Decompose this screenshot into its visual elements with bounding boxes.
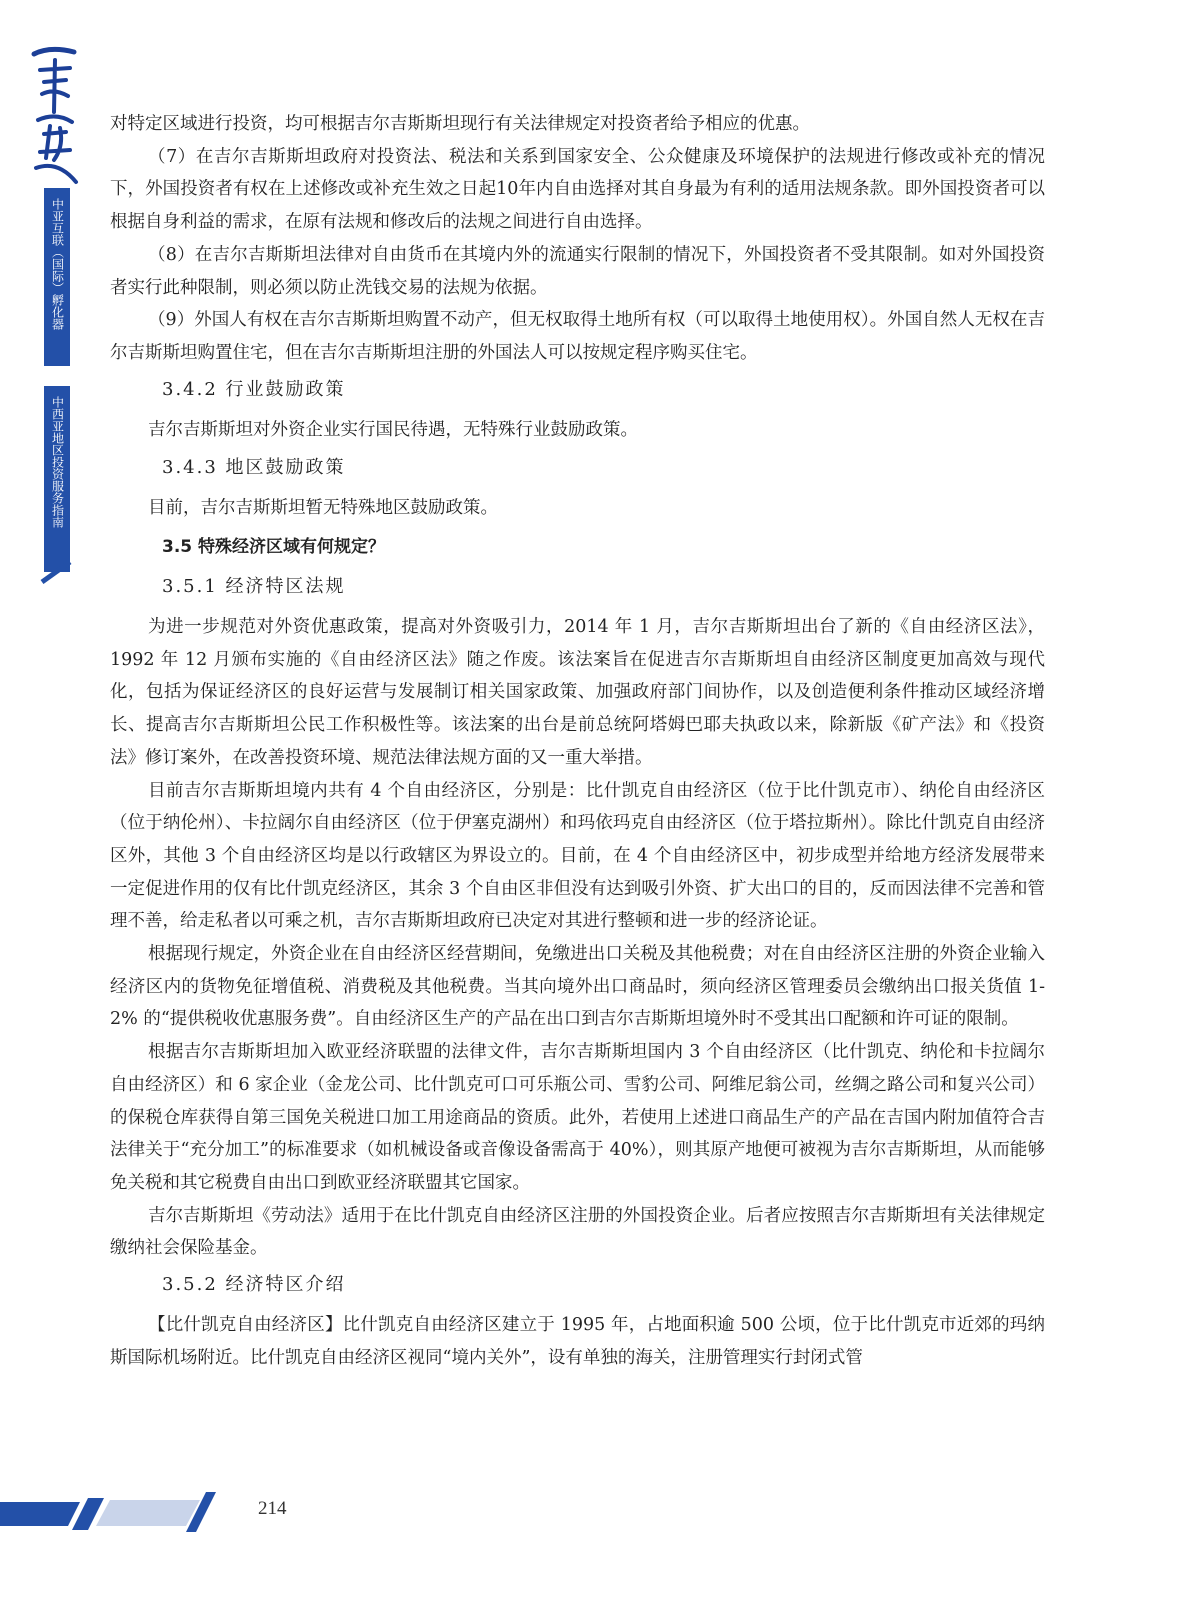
heading-3-5-1: 3.5.1 经济特区法规 xyxy=(162,576,346,598)
main-content xyxy=(110,108,1045,1375)
paragraph-four-fez: 目前吉尔吉斯斯坦境内共有 4 个自由经济区，分别是：比什凯克自由经济区（位于比什凯克市）、纳伦自由经济区（位于纳伦州）、卡拉阔尔自由经济区（位于伊塞克湖州）和玛依玛克自由经济区（位于塔拉斯州）。除比什凯克自由经济区外，其他 3 个自由经济区均是以行政辖区为界设立的。目前，在 4 个自由经济区中，初步成型并给地方经济发展带来一定促进作用的仅有比什凯克经济区，其余 3 个自由区非但没有达到吸引外资、扩大出口的目的，反而因法律不完善和管理不善，给走私者以可乘之机，吉尔吉斯斯坦政府已决定对其进行整顿和进一步的经济论证。 xyxy=(110,780,1045,932)
paragraph-regional-incentives: 目前，吉尔吉斯斯坦暂无特殊地区鼓励政策。 xyxy=(148,498,498,519)
paragraph-item-8: （8）在吉尔吉斯斯坦法律对自由货币在其境内外的流通实行限制的情况下，外国投资者不受其限制。如对外国投资者实行此种限制，则必须以防止洗钱交易的法规为依据。 xyxy=(110,244,1045,298)
heading-3-5-2: 3.5.2 经济特区介绍 xyxy=(162,1274,346,1296)
footer-stripes-icon xyxy=(0,1488,240,1532)
heading-3-5: 3.5 特殊经济区域有何规定？ xyxy=(162,537,386,558)
sidebar-tab-guide-label: 中西亚地区投资服务指南 xyxy=(50,396,65,528)
paragraph-item-9: （9）外国人有权在吉尔吉斯斯坦购置不动产，但无权取得土地所有权（可以取得土地使用权）。外国自然人无权在吉尔吉斯斯坦购置住宅，但在吉尔吉斯斯坦注册的外国法人可以按规定程序购买住宅。 xyxy=(110,310,1045,363)
sidebar-tab-incubator xyxy=(44,188,70,366)
heading-3-4-3: 3.4.3 地区鼓励政策 xyxy=(162,457,346,479)
paragraph-industry-incentives: 吉尔吉斯斯坦对外资企业实行国民待遇，无特殊行业鼓励政策。 xyxy=(148,419,638,440)
heading-3-4-2: 3.4.2 行业鼓励政策 xyxy=(162,378,346,400)
belt-road-logo xyxy=(30,42,78,182)
paragraph-fez-law: 为进一步规范对外资优惠政策，提高对外资吸引力，2014 年 1 月，吉尔吉斯斯坦出台了新的《自由经济区法》，1992 年 12 月颁布实施的《自由经济区法》随之作废。该法案旨在促进吉尔吉斯斯坦自由经济区制度更加高效与现代化，包括为保证经济区的良好运营与发展制订相关国家政策、加强政府部门间协作，以及创造便利条件推动区域经济增长、提高吉尔吉斯斯坦公民工作积极性等。该法案的出台是前总统阿塔姆巴耶夫执政以来，除新版《矿产法》和《投资法》修订案外，在改善投资环境、规范法律法规方面的又一重大举措。 xyxy=(110,617,1045,768)
sidebar-tab-incubator-label: 中亚互联（国际）孵化器 xyxy=(50,198,65,330)
page-number: 214 xyxy=(258,1498,287,1519)
paragraph-item-7: （7）在吉尔吉斯斯坦政府对投资法、税法和关系到国家安全、公众健康及环境保护的法规进行修改或补充的情况下，外国投资者有权在上述修改或补充生效之日起10年内自由选择对其自身最为有利的适用法规条款。即外国投资者可以根据自身利益的需求，在原有法规和修改后的法规之间进行自由选择。 xyxy=(110,146,1045,233)
sidebar xyxy=(0,0,80,600)
paragraph-preferential-regions: 对特定区域进行投资，均可根据吉尔吉斯斯坦现行有关法律规定对投资者给予相应的优惠。 xyxy=(110,114,810,134)
paragraph-labor-law: 吉尔吉斯斯坦《劳动法》适用于在比什凯克自由经济区注册的外国投资企业。后者应按照吉尔吉斯斯坦有关法律规定缴纳社会保险基金。 xyxy=(110,1205,1045,1259)
paragraph-bishkek-fez: 【比什凯克自由经济区】比什凯克自由经济区建立于 1995 年，占地面积逾 500 公顷，位于比什凯克市近郊的玛纳斯国际机场附近。比什凯克自由经济区视同“境内关外”，设有单独的海关，注册管理实行封闭式管 xyxy=(110,1315,1045,1368)
sidebar-slash-icon xyxy=(40,560,74,584)
paragraph-fez-taxes: 根据现行规定，外资企业在自由经济区经营期间，免缴进出口关税及其他税费；对在自由经济区注册的外资企业输入经济区内的货物免征增值税、消费税及其他税费。当其向境外出口商品时，须向经济区管理委员会缴纳出口报关货值 1-2% 的“提供税收优惠服务费”。自由经济区生产的产品在出口到吉尔吉斯斯坦境外时不受其出口配额和许可证的限制。 xyxy=(110,944,1045,1030)
paragraph-eaeu: 根据吉尔吉斯斯坦加入欧亚经济联盟的法律文件，吉尔吉斯斯坦国内 3 个自由经济区（比什凯克、纳伦和卡拉阔尔自由经济区）和 6 家企业（金龙公司、比什凯克可口可乐瓶公司、雪豹公司、阿维尼翁公司，丝绸之路公司和复兴公司）的保税仓库获得自第三国免关税进口加工用途商品的资质。此外，若使用上述进口商品生产的产品在吉国内附加值符合吉法律关于“充分加工”的标准要求（如机械设备或音像设备需高于 40%），则其原产地便可被视为吉尔吉斯斯坦，从而能够免关税和其它税费自由出口到欧亚经济联盟其它国家。 xyxy=(110,1042,1045,1193)
logo-brush-icon xyxy=(30,42,80,192)
sidebar-tab-guide xyxy=(44,386,70,572)
